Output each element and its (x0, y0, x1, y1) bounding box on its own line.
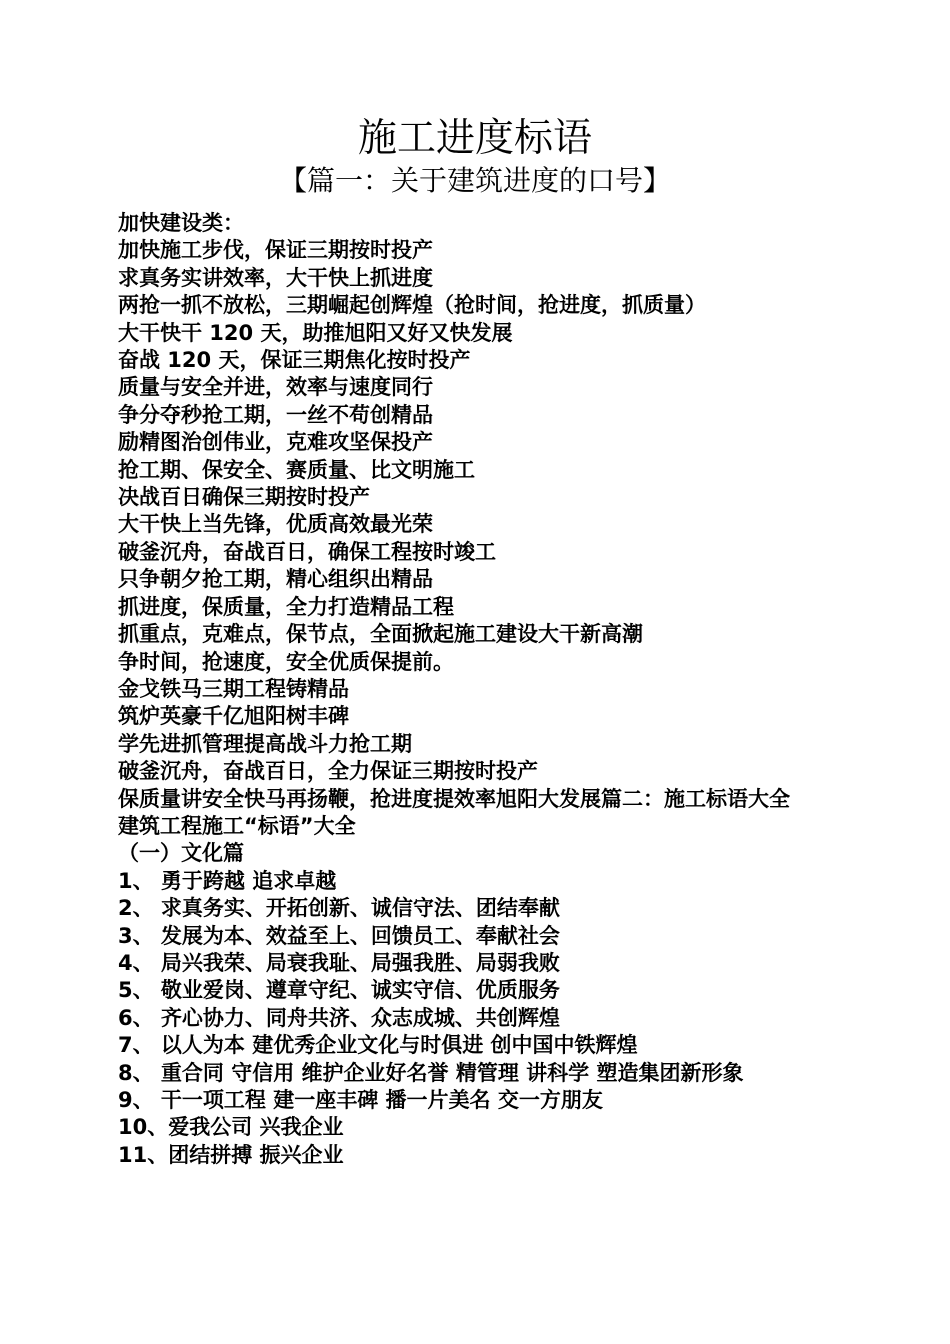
slogan-line: 加快施工步伐，保证三期按时投产 (118, 238, 433, 263)
numbered-slogan: 9、 干一项工程 建一座丰碑 播一片美名 交一方朋友 (118, 1088, 603, 1112)
slogan-line: 抓重点，克难点，保节点，全面掀起施工建设大干新高潮 (118, 622, 643, 647)
slogan-list (118, 210, 828, 1169)
numbered-slogan: 7、 以人为本 建优秀企业文化与时俱进 创中国中铁辉煌 (118, 1033, 638, 1058)
document-subtitle: 【篇一：关于建筑进度的口号】 (278, 164, 671, 197)
slogan-line: 争分夺秒抢工期，一丝不苟创精品 (118, 402, 433, 427)
numbered-slogan: 4、 局兴我荣、局衰我耻、局强我胜、局弱我败 (118, 950, 560, 975)
slogan-line: 学先进抓管理提高战斗力抢工期 (118, 731, 412, 756)
slogan-line: 大干快上当先锋，优质高效最光荣 (118, 512, 433, 537)
section-heading: 建筑工程施工“标语”大全 (118, 813, 356, 838)
numbered-slogan: 2、 求真务实、开拓创新、诚信守法、团结奉献 (118, 896, 560, 921)
numbered-slogan: 1、 勇于跨越 追求卓越 (118, 868, 337, 893)
slogan-line-with-section-break: 保质量讲安全快马再扬鞭，抢进度提效率旭阳大发展篇二：施工标语大全 (118, 786, 790, 811)
slogan-line: 奋战 120 天，保证三期焦化按时投产 (118, 348, 471, 373)
numbered-slogan: 5、 敬业爱岗、遵章守纪、诚实守信、优质服务 (118, 978, 560, 1003)
slogan-line: 两抢一抓不放松，三期崛起创辉煌（抢时间，抢进度，抓质量） (118, 293, 706, 318)
slogan-line: 大干快干 120 天，助推旭阳又好又快发展 (118, 320, 513, 345)
document-title: 施工进度标语 (357, 116, 592, 161)
slogan-line: 金戈铁马三期工程铸精品 (118, 676, 349, 701)
slogan-line: 破釜沉舟，奋战百日，确保工程按时竣工 (118, 539, 496, 564)
slogan-line: 求真务实讲效率，大干快上抓进度 (118, 265, 433, 290)
slogan-line: 筑炉英豪千亿旭阳树丰碑 (118, 704, 349, 729)
slogan-line: 只争朝夕抢工期，精心组织出精品 (118, 567, 433, 592)
numbered-slogan: 11、团结拼搏 振兴企业 (118, 1142, 344, 1167)
numbered-slogan: 10、爱我公司 兴我企业 (118, 1115, 344, 1140)
slogan-line: 励精图治创伟业，克难攻坚保投产 (118, 430, 433, 455)
numbered-slogan: 8、 重合同 守信用 维护企业好名誉 精管理 讲科学 塑造集团新形象 (118, 1060, 744, 1085)
slogan-line: 决战百日确保三期按时投产 (118, 485, 370, 510)
section-heading: 加快建设类： (118, 211, 244, 235)
slogan-line: 抓进度，保质量，全力打造精品工程 (118, 594, 454, 619)
numbered-slogan: 6、 齐心协力、同舟共济、众志成城、共创辉煌 (118, 1005, 560, 1030)
slogan-line: 破釜沉舟，奋战百日，全力保证三期按时投产 (118, 759, 538, 784)
slogan-line: 争时间，抢速度，安全优质保提前。 (118, 649, 454, 674)
numbered-slogan: 3、 发展为本、效益至上、回馈员工、奉献社会 (118, 923, 560, 948)
subsection-heading: （一）文化篇 (118, 841, 244, 866)
slogan-line: 质量与安全并进，效率与速度同行 (118, 375, 433, 400)
slogan-line: 抢工期、保安全、赛质量、比文明施工 (118, 457, 475, 482)
